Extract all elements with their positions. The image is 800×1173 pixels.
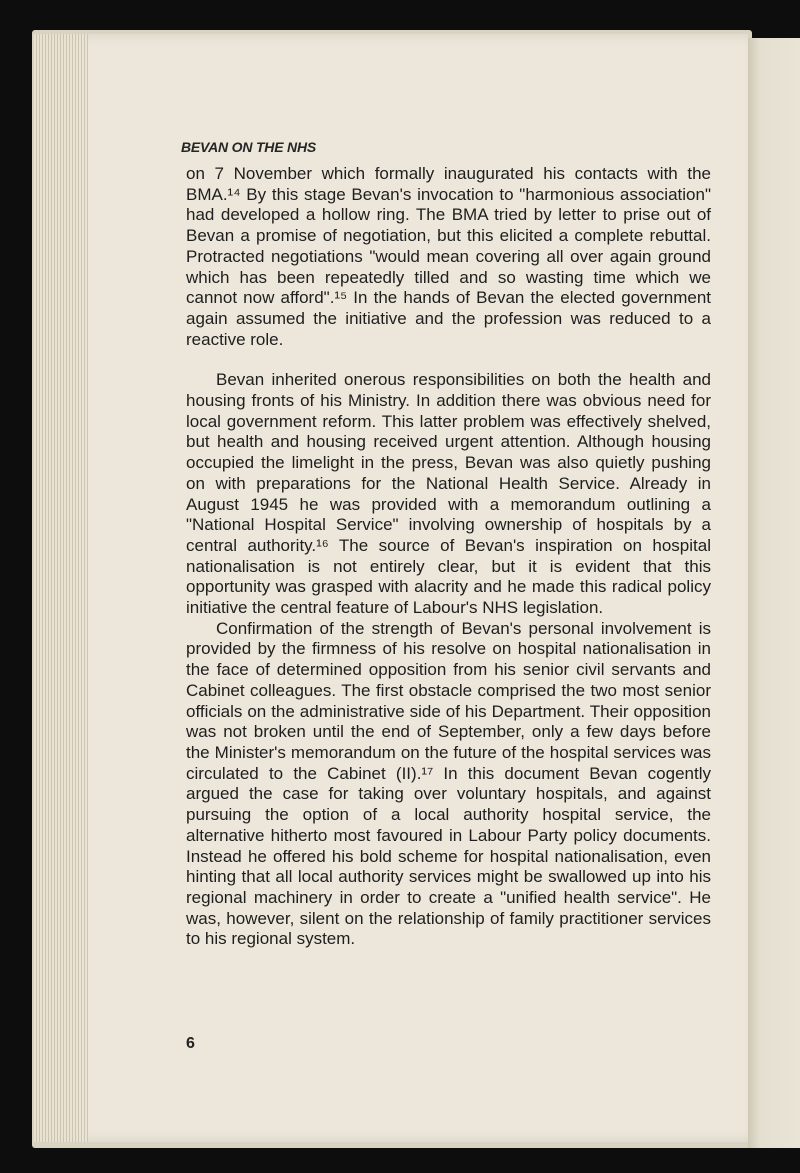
paragraph-3: Confirmation of the strength of Bevan's personal involvement is provided by the firmness of his resolve on hospital nationalisation in the face of determined opposition from his senior civil servants and Cabinet colleagues. The first obstacle comprised the two most senior officials on the administrative side of his Department. Their opposition was not broken until the end of September, only a few days before the Minister's memorandum on the future of the hospital services was circulated to the Cabinet (II).¹⁷ In this document Bevan cogently argued the case for taking over voluntary hospitals, and against pursuing the option of a local authority hospital service, the alternative hitherto most favoured in Labour Party policy documents. Instead he offered his bold scheme for hospital nationalisation, even hinting that all local authority services might be swallowed up into his regional machinery in order to create a "unified health service". He was, however, silent on the relationship of family practitioner services to his regional system.: [186, 618, 711, 949]
facing-page-edge: [748, 38, 800, 1148]
paragraph-2: Bevan inherited onerous responsibilities on both the health and housing fronts of his Ministry. In addition there was obvious need for local government reform. This latter problem was effectively shelved, but health and housing received urgent attention. Although housing occupied the limelight in the press, Bevan was also quietly pushing on with preparations for the National Health Service. Already in August 1945 he was provided with a memorandum outlining a "National Hospital Service" involving ownership of hospitals by a central authority.¹⁶ The source of Bevan's inspiration on hospital nationalisation is not entirely clear, but it is evident that this opportunity was grasped with alacrity and he made this radical policy initiative the central feature of Labour's NHS legislation.: [186, 370, 711, 618]
paragraph-1: on 7 November which formally inaugurated his contacts with the BMA.¹⁴ By this stage Bevan's invocation to "harmonious association" had developed a hollow ring. The BMA tried by letter to prise out of Bevan a promise of negotiation, but this elicited a complete rebuttal. Protracted negotiations "would mean covering all over again ground which has been repeatedly tilled and so wasting time which we cannot now afford".¹⁵ In the hands of Bevan the elected government again assumed the initiative and the profession was reduced to a reactive role.: [186, 164, 711, 349]
page-number: 6: [186, 1035, 195, 1052]
page-edges: [34, 34, 88, 1142]
running-head: BEVAN ON THE NHS: [181, 139, 316, 155]
body-text: [186, 164, 711, 950]
